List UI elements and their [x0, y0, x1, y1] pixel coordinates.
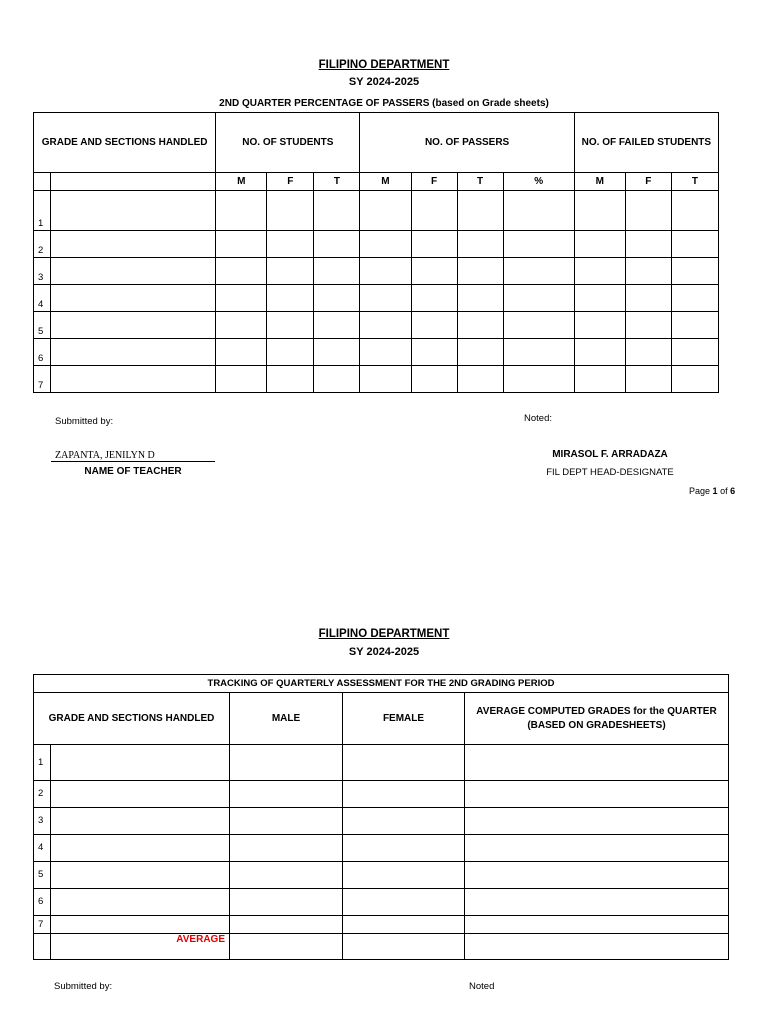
input-cell[interactable] — [457, 191, 503, 231]
average-label: AVERAGE — [51, 934, 230, 960]
input-cell[interactable] — [51, 258, 216, 285]
input-cell[interactable] — [503, 231, 574, 258]
input-cell[interactable] — [51, 835, 230, 862]
input-cell[interactable] — [625, 312, 671, 339]
input-cell[interactable] — [267, 191, 314, 231]
school-year-2: SY 2024-2025 — [348, 646, 420, 658]
input-cell[interactable] — [411, 191, 457, 231]
input-cell[interactable] — [230, 934, 343, 960]
input-cell[interactable] — [411, 258, 457, 285]
subheader-cell: F — [267, 173, 314, 191]
subheader-cell: T — [314, 173, 360, 191]
header-average-line2: (BASED ON GRADESHEETS) — [527, 719, 666, 731]
input-cell[interactable] — [216, 339, 267, 366]
input-cell[interactable] — [457, 231, 503, 258]
input-cell[interactable] — [503, 366, 574, 393]
input-cell[interactable] — [216, 366, 267, 393]
input-cell[interactable] — [360, 231, 411, 258]
table-row — [34, 231, 719, 258]
header-average — [465, 693, 729, 745]
row-number: 1 — [34, 191, 51, 231]
input-cell[interactable] — [314, 312, 360, 339]
input-cell[interactable] — [267, 339, 314, 366]
input-cell[interactable] — [411, 339, 457, 366]
input-cell[interactable] — [343, 862, 465, 889]
input-cell[interactable] — [411, 285, 457, 312]
header-male: MALE — [230, 693, 343, 745]
table-row — [34, 366, 719, 393]
input-cell[interactable] — [51, 745, 230, 781]
input-cell[interactable] — [343, 889, 465, 916]
table-row — [34, 312, 719, 339]
school-year: SY 2024-2025 — [348, 76, 420, 88]
input-cell[interactable] — [465, 745, 729, 781]
input-cell[interactable] — [457, 366, 503, 393]
header-average-line1: AVERAGE COMPUTED GRADES for the QUARTER — [476, 705, 717, 717]
input-cell[interactable] — [343, 781, 465, 808]
input-cell[interactable] — [216, 231, 267, 258]
page-label: Page — [689, 486, 711, 496]
input-cell[interactable] — [503, 285, 574, 312]
row-number: 6 — [34, 339, 51, 366]
subheader-cell: F — [625, 173, 671, 191]
input-cell[interactable] — [51, 285, 216, 312]
input-cell[interactable] — [230, 889, 343, 916]
noted-label-2: Noted — [469, 981, 495, 992]
submitted-by-label-2: Submitted by: — [54, 981, 113, 992]
input-cell[interactable] — [671, 285, 718, 312]
page-indicator — [689, 486, 735, 496]
row-number: 5 — [34, 312, 51, 339]
input-cell[interactable] — [51, 191, 216, 231]
input-cell[interactable] — [343, 835, 465, 862]
input-cell[interactable] — [671, 258, 718, 285]
input-cell[interactable] — [343, 745, 465, 781]
input-cell[interactable] — [360, 312, 411, 339]
input-cell[interactable] — [625, 191, 671, 231]
input-cell[interactable] — [216, 312, 267, 339]
page-number: 1 — [712, 486, 718, 496]
input-cell[interactable] — [411, 366, 457, 393]
table-row — [34, 889, 729, 916]
input-cell[interactable] — [343, 934, 465, 960]
input-cell[interactable] — [51, 231, 216, 258]
input-cell[interactable] — [465, 934, 729, 960]
header-students: NO. OF STUDENTS — [216, 113, 360, 173]
row-number: 6 — [34, 889, 51, 916]
header-female: FEMALE — [343, 693, 465, 745]
row-number: 1 — [34, 745, 51, 781]
input-cell[interactable] — [51, 889, 230, 916]
input-cell[interactable] — [465, 835, 729, 862]
report-subtitle: 2ND QUARTER PERCENTAGE OF PASSERS (based on Grade sheets) — [219, 98, 549, 109]
input-cell[interactable] — [51, 366, 216, 393]
input-cell[interactable] — [503, 312, 574, 339]
subheader-cell: F — [411, 173, 457, 191]
row-number: 2 — [34, 231, 51, 258]
row-number: 3 — [34, 808, 51, 835]
assessment-title: TRACKING OF QUARTERLY ASSESSMENT FOR THE 2ND GRADING PERIOD — [34, 675, 729, 693]
table-row — [34, 835, 729, 862]
input-cell[interactable] — [465, 862, 729, 889]
input-cell[interactable] — [360, 285, 411, 312]
input-cell[interactable] — [465, 916, 729, 934]
head-title: FIL DEPT HEAD-DESIGNATE — [546, 467, 674, 478]
input-cell[interactable] — [314, 231, 360, 258]
input-cell[interactable] — [625, 258, 671, 285]
page-total: 6 — [730, 486, 736, 496]
row-number: 7 — [34, 916, 51, 934]
teacher-label: NAME OF TEACHER — [84, 466, 182, 477]
input-cell[interactable] — [267, 258, 314, 285]
input-cell[interactable] — [457, 312, 503, 339]
input-cell[interactable] — [51, 312, 216, 339]
department-title-2: FILIPINO DEPARTMENT — [318, 628, 450, 640]
input-cell[interactable] — [465, 889, 729, 916]
input-cell[interactable] — [457, 339, 503, 366]
table-row — [34, 745, 729, 781]
passers-table — [33, 112, 719, 393]
input-cell[interactable] — [230, 835, 343, 862]
input-cell[interactable] — [574, 366, 625, 393]
input-cell[interactable] — [51, 339, 216, 366]
subheader-cell: T — [457, 173, 503, 191]
subheader-cell: M — [574, 173, 625, 191]
input-cell[interactable] — [574, 339, 625, 366]
input-cell[interactable] — [314, 366, 360, 393]
input-cell[interactable] — [625, 339, 671, 366]
input-cell[interactable] — [343, 916, 465, 934]
average-row — [34, 934, 729, 960]
input-cell[interactable] — [671, 191, 718, 231]
table-row — [34, 808, 729, 835]
input-cell[interactable] — [457, 258, 503, 285]
input-cell[interactable] — [411, 231, 457, 258]
blank-cell — [51, 173, 216, 191]
row-number: 5 — [34, 862, 51, 889]
input-cell[interactable] — [314, 339, 360, 366]
input-cell[interactable] — [267, 312, 314, 339]
input-cell[interactable] — [314, 258, 360, 285]
input-cell[interactable] — [267, 285, 314, 312]
input-cell[interactable] — [503, 339, 574, 366]
input-cell[interactable] — [671, 231, 718, 258]
input-cell[interactable] — [465, 781, 729, 808]
header-grade-sections-2: GRADE AND SECTIONS HANDLED — [34, 693, 230, 745]
input-cell[interactable] — [51, 781, 230, 808]
blank-cell — [34, 173, 51, 191]
input-cell[interactable] — [411, 312, 457, 339]
table-row — [34, 339, 719, 366]
input-cell[interactable] — [574, 258, 625, 285]
input-cell[interactable] — [230, 808, 343, 835]
input-cell[interactable] — [230, 862, 343, 889]
input-cell[interactable] — [267, 231, 314, 258]
input-cell[interactable] — [671, 366, 718, 393]
row-number: 7 — [34, 366, 51, 393]
input-cell[interactable] — [574, 231, 625, 258]
row-number: 3 — [34, 258, 51, 285]
table-row — [34, 191, 719, 231]
input-cell[interactable] — [230, 916, 343, 934]
noted-label: Noted: — [524, 413, 552, 424]
submitted-by-label: Submitted by: — [55, 416, 114, 427]
row-number: 4 — [34, 285, 51, 312]
subheader-cell: T — [671, 173, 718, 191]
input-cell[interactable] — [465, 808, 729, 835]
teacher-name: ZAPANTA, JENILYN D — [51, 450, 215, 462]
input-cell[interactable] — [216, 285, 267, 312]
input-cell[interactable] — [51, 808, 230, 835]
input-cell[interactable] — [360, 339, 411, 366]
department-title: FILIPINO DEPARTMENT — [318, 59, 450, 71]
input-cell[interactable] — [503, 258, 574, 285]
input-cell[interactable] — [267, 366, 314, 393]
header-passers: NO. OF PASSERS — [360, 113, 574, 173]
input-cell[interactable] — [343, 808, 465, 835]
header-failed: NO. OF FAILED STUDENTS — [574, 113, 718, 173]
row-number: 2 — [34, 781, 51, 808]
input-cell[interactable] — [216, 258, 267, 285]
input-cell[interactable] — [671, 312, 718, 339]
table-row — [34, 862, 729, 889]
input-cell[interactable] — [360, 258, 411, 285]
input-cell[interactable] — [360, 191, 411, 231]
input-cell[interactable] — [230, 745, 343, 781]
input-cell[interactable] — [625, 366, 671, 393]
input-cell[interactable] — [574, 191, 625, 231]
blank-cell — [34, 934, 51, 960]
input-cell[interactable] — [503, 191, 574, 231]
input-cell[interactable] — [51, 862, 230, 889]
input-cell[interactable] — [216, 191, 267, 231]
head-name: MIRASOL F. ARRADAZA — [552, 449, 668, 460]
input-cell[interactable] — [360, 366, 411, 393]
page-of: of — [720, 486, 728, 496]
input-cell[interactable] — [671, 339, 718, 366]
input-cell[interactable] — [314, 191, 360, 231]
input-cell[interactable] — [230, 781, 343, 808]
subheader-cell: M — [360, 173, 411, 191]
table-row — [34, 258, 719, 285]
table-row — [34, 916, 729, 934]
table-row — [34, 781, 729, 808]
input-cell[interactable] — [457, 285, 503, 312]
subheader-cell: % — [503, 173, 574, 191]
input-cell[interactable] — [314, 285, 360, 312]
subheader-cell: M — [216, 173, 267, 191]
header-grade-sections: GRADE AND SECTIONS HANDLED — [34, 113, 216, 173]
input-cell[interactable] — [51, 916, 230, 934]
row-number: 4 — [34, 835, 51, 862]
assessment-table — [33, 674, 729, 960]
input-cell[interactable] — [625, 285, 671, 312]
input-cell[interactable] — [625, 231, 671, 258]
input-cell[interactable] — [574, 312, 625, 339]
table-row — [34, 285, 719, 312]
input-cell[interactable] — [574, 285, 625, 312]
